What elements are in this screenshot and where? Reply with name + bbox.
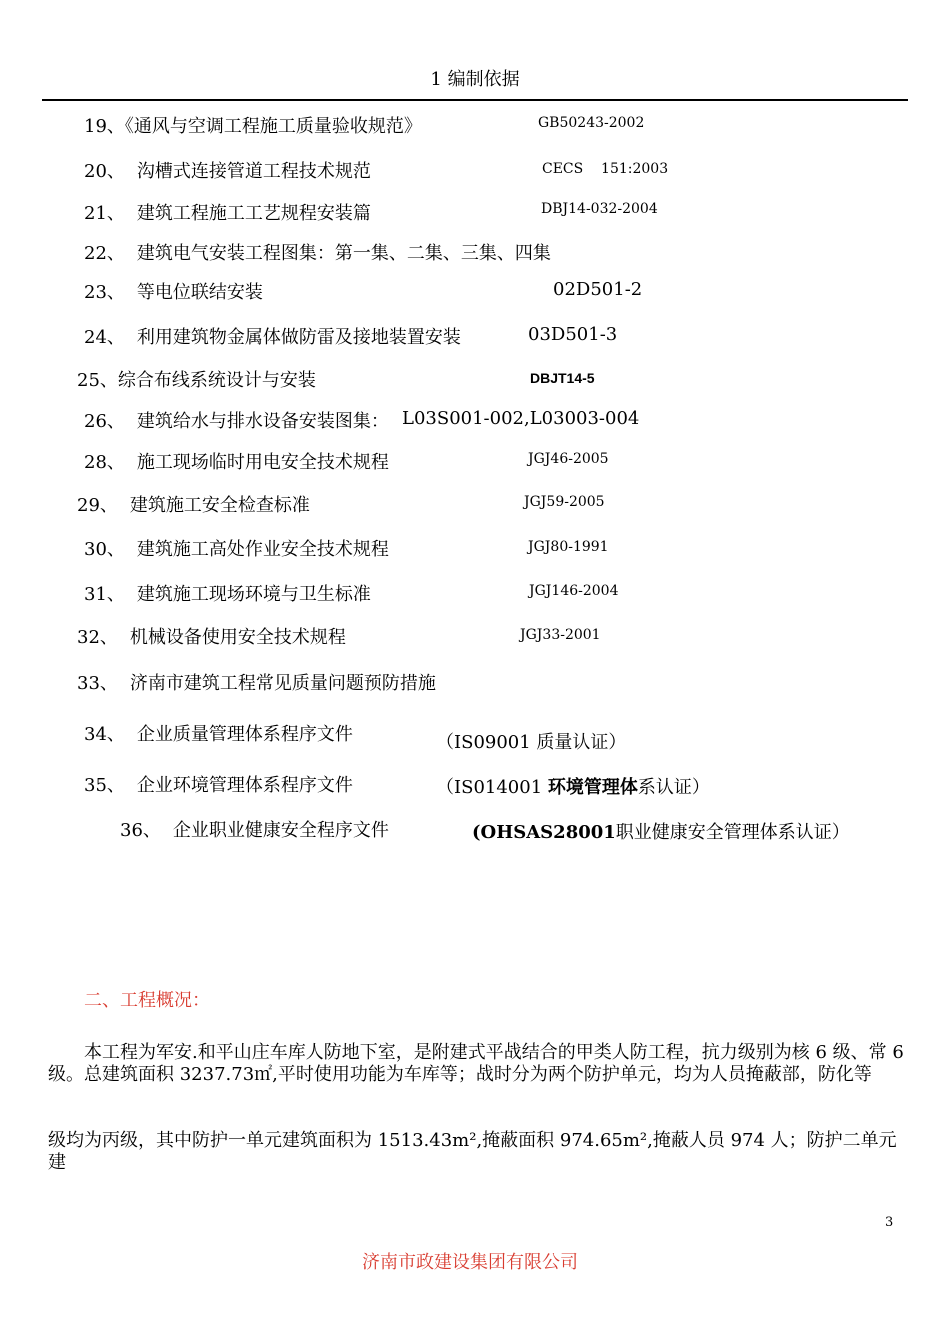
reference-code — [436, 773, 710, 799]
reference-number: 31、 — [84, 584, 125, 605]
reference-code — [472, 818, 850, 844]
reference-number: 34、 — [84, 724, 125, 745]
reference-title: 建筑给水与排水设备安装图集： — [136, 411, 389, 432]
reference-item-25 — [77, 366, 316, 392]
reference-title: 利用建筑物金属体做防雷及接地装置安装 — [136, 327, 461, 348]
reference-title: 综合布线系统设计与安装 — [117, 370, 316, 391]
reference-item-24 — [84, 323, 461, 349]
reference-code-bold: 环境管理体 — [547, 777, 638, 798]
reference-item-31 — [84, 580, 371, 606]
page-number: 3 — [885, 1215, 894, 1230]
reference-item-22 — [84, 239, 551, 265]
reference-title: 建筑工程施工工艺规程安装篇 — [136, 203, 371, 224]
reference-title: 《通风与空调工程施工质量验收规范》 — [124, 116, 422, 137]
reference-code: JGJ146-2004 — [529, 583, 619, 599]
reference-title: 建筑施工现场环境与卫生标准 — [136, 584, 371, 605]
reference-item-30 — [84, 535, 389, 561]
reference-item-28 — [84, 448, 389, 474]
reference-item-36 — [120, 816, 389, 842]
reference-code: DBJ14-032-2004 — [541, 201, 658, 217]
reference-code: 02D501-2 — [553, 279, 643, 300]
reference-title: 企业职业健康安全程序文件 — [172, 820, 389, 841]
reference-item-21 — [84, 199, 371, 225]
page-header-title: 1 编制依据 — [430, 69, 520, 90]
reference-title: 施工现场临时用电安全技术规程 — [136, 452, 389, 473]
reference-number: 36、 — [120, 820, 161, 841]
reference-number: 33、 — [77, 673, 118, 694]
body-paragraph-1: 本工程为军安.和平山庄车库人防地下室，是附建式平战结合的甲类人防工程，抗力级别为核 6 级、常 6 级。总建筑面积 3237.73㎡,平时使用功能为车库等；战时分为两个防护单元，均为人员掩蔽部，防化等 — [48, 1042, 904, 1085]
reference-item-20 — [84, 157, 371, 183]
footer-clipped-text — [362, 1244, 590, 1273]
reference-title: 等电位联结安装 — [136, 282, 263, 303]
reference-title: 机械设备使用安全技术规程 — [129, 627, 346, 648]
reference-code: 03D501-3 — [528, 324, 618, 345]
reference-number: 24、 — [84, 327, 125, 348]
reference-number: 23、 — [84, 282, 125, 303]
reference-code: JGJ80-1991 — [528, 539, 609, 555]
reference-number: 28、 — [84, 452, 125, 473]
reference-code-prefix: （IS014001 — [436, 777, 548, 798]
reference-code-suffix: 职业健康安全管理体系认证） — [615, 822, 850, 843]
reference-title: 建筑电气安装工程图集：第一集、二集、三集、四集 — [136, 243, 551, 264]
reference-title: 建筑施工安全检查标准 — [129, 495, 310, 516]
reference-code: DBJT14-5 — [530, 370, 595, 386]
reference-number: 21、 — [84, 203, 125, 224]
reference-code-suffix: 系认证） — [637, 777, 710, 798]
reference-number: 29、 — [77, 495, 118, 516]
section-heading: 二、工程概况： — [84, 990, 210, 1011]
reference-title: 企业环境管理体系程序文件 — [136, 775, 353, 796]
reference-item-35 — [84, 771, 353, 797]
reference-code: CECS 151:2003 — [542, 161, 669, 177]
body-paragraph-2: 级均为丙级，其中防护一单元建筑面积为 1513.43m²,掩蔽面积 974.65m²,掩蔽人员 974 人；防护二单元建 — [48, 1130, 897, 1173]
reference-code: JGJ59-2005 — [524, 494, 605, 510]
reference-code: GB50243-2002 — [538, 115, 645, 131]
reference-item-23 — [84, 278, 263, 304]
reference-item-32 — [77, 623, 346, 649]
reference-item-29 — [77, 491, 310, 517]
reference-item-33 — [77, 669, 436, 695]
reference-number: 30、 — [84, 539, 125, 560]
reference-item-19 — [84, 112, 422, 138]
reference-title: 沟槽式连接管道工程技术规范 — [136, 161, 371, 182]
header-divider — [42, 99, 908, 101]
reference-code: L03S001-002,L03003-004 — [402, 408, 640, 429]
reference-number: 20、 — [84, 161, 125, 182]
reference-title: 企业质量管理体系程序文件 — [136, 724, 353, 745]
reference-number: 25、 — [77, 370, 118, 391]
reference-number: 19、 — [84, 116, 125, 137]
reference-code-bold: (OHSAS28001 — [472, 822, 616, 843]
reference-code: JGJ33-2001 — [520, 627, 601, 643]
reference-number: 22、 — [84, 243, 125, 264]
reference-title: 济南市建筑工程常见质量问题预防措施 — [129, 673, 436, 694]
reference-number: 35、 — [84, 775, 125, 796]
reference-title: 建筑施工高处作业安全技术规程 — [136, 539, 389, 560]
reference-number: 26、 — [84, 411, 125, 432]
reference-code: JGJ46-2005 — [528, 451, 609, 467]
footer-text: 济南市政建设集团有限公司 — [362, 1252, 578, 1273]
reference-item-26 — [84, 407, 389, 433]
reference-code: （IS09001 质量认证） — [436, 732, 627, 753]
reference-number: 32、 — [77, 627, 118, 648]
reference-item-34 — [84, 720, 353, 746]
